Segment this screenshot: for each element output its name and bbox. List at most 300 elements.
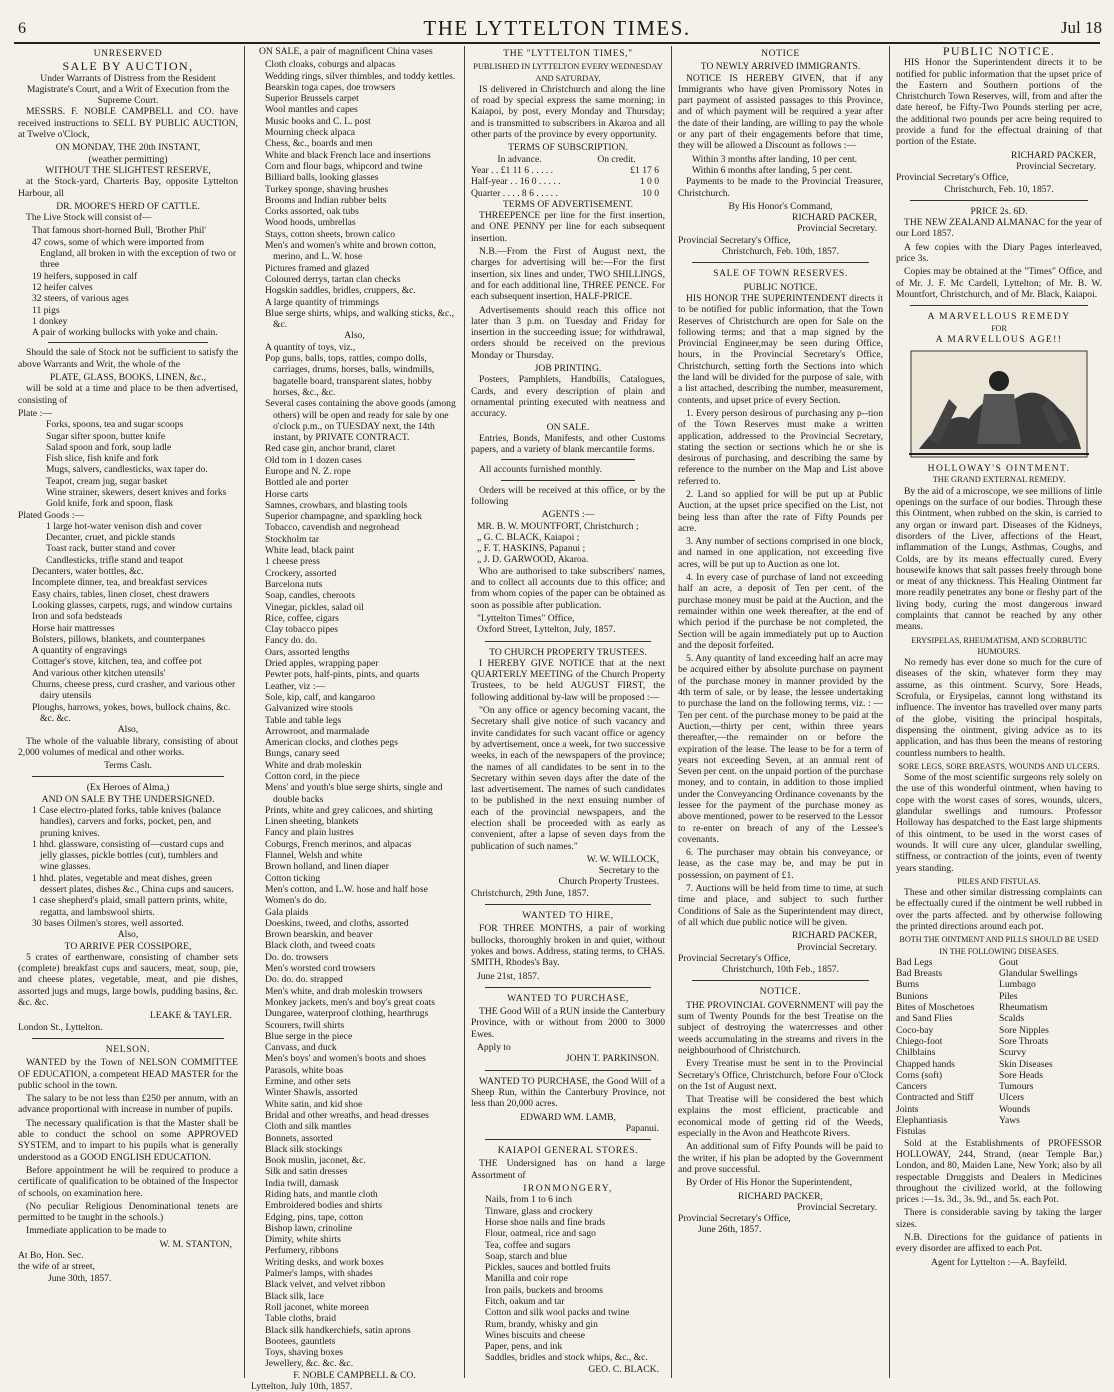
table-cell: Burns [896, 979, 919, 991]
list-item: Ploughs, harrows, yokes, bows, bullock chains, &c. &c. &c. [32, 701, 231, 724]
reserves-term-1: 1. Every person desirous of purchasing any p--tion of the Town Reserves must make a written application, addressed to the Provincial Secretary, stating the section or sections which he or she is desirous of purchasing, and describing the same by reference to the number on the Map and List above referred to. [678, 407, 883, 487]
nelson-intro: WANTED by the Town of NELSON COMMITTEE OF EDUCATION, a competent HEAD MASTER for the public school in the town. [18, 1057, 238, 1091]
list-item: Flannel, Welsh and white [265, 850, 363, 862]
weeds-notice-2: Every Treatise must be sent in to the Provincial Secretary's Office, Christchurch, before Four o'Clock on the 1st of August next. [678, 1058, 883, 1092]
list-item: Wedding rings, silver thimbles, and toddy kettles. [265, 70, 456, 82]
list-item: Fancy do. do. [265, 635, 318, 647]
list-item: White and black French lace and insertions [265, 149, 431, 161]
list-item: Scourers, twill shirts [265, 1019, 345, 1031]
piles-heading: PILES AND FISTULAS. [957, 876, 1041, 886]
weeds-notice-3: That Treatise will be considered the best which explains the most efficient, practicable and economical mode of getting rid of the Weeds, especially in the Avon and Heathcote Rivers. [678, 1094, 883, 1140]
table-cell: Cancers [896, 1081, 927, 1093]
list-item: Leather, viz :— [265, 680, 326, 692]
table-row [896, 1013, 1102, 1024]
list-item: Do. do. trowsers [265, 951, 329, 963]
signature: W. W. WILLOCK, [586, 853, 659, 865]
plate-label: Plate :— [18, 407, 52, 419]
list-item: Black cloth, and tweed coats [265, 940, 376, 952]
list-item: Candlesticks, trifle stand and teapot [46, 554, 184, 566]
list-item: Pictures framed and glazed [265, 262, 370, 274]
list-item: Hogskin saddles, bridles, cruppers, &c. [265, 285, 416, 297]
list-item: Canvass, and duck [265, 1042, 337, 1054]
list-item: Cottager's stove, kitchen, tea, and coffee pot [32, 656, 202, 668]
immigrants-notice: NOTICE IS HEREBY GIVEN, that if any Immigrants who have given Promissory Notes in part payment of assisted passages to this Province, and of which payment will be required a year after the date of their landing, are willing to pay the whole or any part of their engagements before that time, they will be allowed a Discount as follows :— [678, 72, 883, 152]
table-cell: Lumbago [999, 979, 1036, 991]
signature: RICHARD PACKER, [738, 1190, 823, 1202]
table-cell: Ulcers [999, 1092, 1025, 1104]
list-item: Incomplete dinner, tea, and breakfast services [32, 577, 208, 589]
nelson-apply: Immediate application to be made to [26, 1225, 167, 1237]
ointment-subhead: THE GRAND EXTERNAL REMEDY. [932, 475, 1066, 485]
signature-line: Provincial Secretary's Office, [678, 234, 791, 246]
table-cell: Rheumatism [999, 1002, 1048, 1014]
list-item: Horse shoe nails and fine brads [485, 1216, 606, 1228]
erysipelas-heading: ERYSIPELAS, RHEUMATISM, AND SCORBUTIC HUMOURS. [911, 635, 1087, 656]
table-row [471, 176, 665, 187]
table-row [896, 991, 1102, 1002]
signature: F. NOBLE CAMPBELL & CO. [293, 1369, 416, 1381]
list-item: Iron pails, buckets and brooms [485, 1284, 604, 1296]
list-item: 1 case shepherd's plaid, small pattern prints, white, regatta, and lambswool shirts. [32, 895, 228, 918]
list-item: Wine strainer, skewers, desert knives and forks [46, 486, 227, 498]
list-item: Embroidered bodies and shirts [265, 1200, 382, 1212]
table-row [896, 1115, 1102, 1126]
table-cell: Yaws [999, 1115, 1020, 1127]
remedy-age: A MARVELLOUS AGE!! [935, 333, 1063, 345]
table-cell: Glandular Swellings [999, 968, 1078, 980]
table-cell: Contracted and Stiff [896, 1092, 974, 1104]
list-item: Men's boys' and women's boots and shoes [265, 1053, 426, 1065]
table-cell: Joints [896, 1103, 919, 1115]
times-subhead: PUBLISHED IN LYTTELTON EVERY WEDNESDAY AND SATURDAY, [473, 62, 663, 83]
list-item: Rice, coffee, cigars [265, 612, 339, 624]
list-item: That famous short-horned Bull, 'Brother Phil' [32, 225, 206, 237]
orders-text: Orders will be received at this office, or by the following [471, 484, 665, 507]
signature-line: Provincial Secretary. [797, 1201, 877, 1213]
table-cell: Elephantiasis [896, 1115, 948, 1127]
list-item: Gold knife, fork and spoon, flask [46, 498, 174, 510]
table-cell: Sore Throats [999, 1035, 1049, 1047]
list-item: Galvanized wire stools [265, 703, 353, 715]
job-printing-heading: JOB PRINTING. [534, 363, 602, 375]
list-item: 32 steers, of various ages [32, 293, 129, 305]
list-item: Rum, brandy, whisky and gin [485, 1318, 598, 1330]
auction-heading: UNRESERVED [93, 48, 163, 59]
list-item: Several cases containing the above goods (among others) will be open and ready for sale by one o'clock p.m., on TUESDAY next, the 14th instant, by PRIVATE CONTRACT. [265, 398, 456, 444]
signature-date: Christchurch, 10th Feb., 1857. [722, 964, 839, 976]
table-cell: Quarter . . . . 8 6 . . . . . [471, 187, 558, 199]
agent-item: MR. B. W. MOUNTFORT, Christchurch ; [477, 520, 639, 532]
divider [48, 342, 208, 343]
divider [910, 200, 1088, 201]
list-item: Europe and N. Z. rope [265, 465, 351, 477]
table-cell: Scurvy [999, 1047, 1027, 1059]
list-item: Black silk, lace [265, 1290, 324, 1302]
sore-legs-text: Some of the most scientific surgeons rely solely on the use of this wonderful ointment, when having to cope with the worst cases of sores, wounds, ulcers, glandular swellings and tumours. Professor Holloway has despatched to the East large shipments of this ointment, to be used in the worst cases of wounds. It will cure any ulcer, glandular swelling, stiffness, or contraction of the joints, even of twenty years standing. [896, 772, 1102, 874]
list-item: Jewellery, &c. &c. &c. [265, 1358, 354, 1370]
accounts-text: All accounts furnished monthly. [479, 464, 603, 476]
list-item: American clocks, and clothes pegs [265, 737, 398, 749]
list-item: Tobacco, cavendish and negrohead [265, 522, 400, 534]
list-item: Prints, white and grey calicoes, and shirting [265, 804, 433, 816]
remedy-for: FOR [991, 323, 1007, 333]
list-item: Vinegar, pickles, salad oil [265, 601, 364, 613]
list-item: Horse carts [265, 488, 309, 500]
table-row [896, 1070, 1102, 1081]
table-row [896, 1047, 1102, 1058]
almanac-title: THE NEW ZEALAND ALMANAC for the year of our Lord 1857. [896, 217, 1102, 240]
undersigned-heading: AND ON SALE BY THE UNDERSIGNED. [41, 793, 215, 805]
reserves-term-4: 4. In every case of purchase of land not exceeding half an acre, a deposit of Ten per cent. of the purchase money must be paid at the Auction, and the remainder within one week thereafter, at the end of which period if the purchase be not completed, the Section will be again immediately put up to Auction and the deposit forfeited. [678, 572, 883, 651]
reserves-term-6: 6. The purchaser may obtain his conveyance, or lease, as the case may be, and may be put in possession, on payment of £1. [678, 847, 883, 881]
list-item: Riding hats, and mantle cloth [265, 1188, 378, 1200]
table-cell: Bad Legs [896, 956, 933, 968]
times-heading: THE "LYTTELTON TIMES," [503, 48, 633, 59]
list-item: Cotton and silk wool packs and twine [485, 1307, 630, 1319]
list-item: Corks assorted, oak tubs [265, 206, 359, 218]
list-item: Wood hoods, umbrellas [265, 217, 356, 229]
signature: JOHN T. PARKINSON. [565, 1053, 659, 1065]
column-5 [892, 46, 1106, 1384]
list-item: A quantity of toys, viz., [265, 341, 356, 353]
list-item: White and drab moleskin [265, 759, 362, 771]
almanac-diary: A few copies with the Diary Pages interleaved, price 3s. [896, 241, 1102, 265]
list-item: Mugs, salvers, candlesticks, wax taper do. [46, 464, 208, 476]
erysipelas-text: No remedy has ever done so much for the cure of diseases of the skin, whatever form they may assume, as this ointment. Scurvy, Sore Heads, Scrofula, or Erysipelas, cannot long withstand its influence. The inventor has travelled over many parts of the globe, visiting the principal hospitals, dispensing the ointment, giving advice as to its application, and has thus been the means of restoring countless numbers to health. [896, 657, 1102, 759]
list-item: Silk and satin dresses [265, 1166, 348, 1178]
list-item: 19 heifers, supposed in calf [32, 270, 138, 282]
list-item: Stockholm tar [265, 533, 320, 545]
auction-heading-2: SALE BY AUCTION, [62, 59, 194, 74]
list-item: Book muslin, jaconet, &c. [265, 1155, 366, 1167]
reserves-term-7: 7. Auctions will be held from time to time, at such time and place, and subject to such further Conditions of Sale as the Superintendent may direct, of all which due public notice will be given. [678, 883, 883, 928]
table-cell: Bunions [896, 990, 928, 1002]
list-item: 11 pigs [32, 304, 60, 316]
reserves-term-3: 3. Any number of sections comprised in one block, and named in one application, not exceeding five acres, will be put up to Auction as one lot. [678, 536, 883, 570]
nelson-qualification: The necessary qualification is that the Master shall be able to conduct the school on some APPROVED SYSTEM, and to impart to his pupils what is generally understood as a GOOD ENGLISH EDUCATION. [18, 1117, 238, 1163]
list-item: Perfumery, ribbons [265, 1245, 339, 1257]
list-item: Churns, cheese press, curd crasher, and various other dairy utensils [32, 679, 236, 702]
discount-item: Within 6 months after landing, 5 per cent. [692, 164, 853, 176]
list-item: Cotton cord, in the piece [265, 771, 360, 782]
town-reserves-subhead: PUBLIC NOTICE. [743, 281, 818, 293]
list-item: Dimity, white shirts [265, 1234, 341, 1246]
table-cell: Chilblains [896, 1047, 936, 1059]
table-cell: Gout [999, 956, 1019, 968]
signature-line: Provincial Secretary's Office, [678, 1213, 791, 1225]
agent-item: „ J. D. GARWOOD, Akaroa. [477, 554, 589, 566]
signature-line: Provincial Secretary's Office, [678, 952, 791, 964]
table-cell: £1 17 6 [630, 164, 659, 176]
table-cell: and Sand Flies [896, 1013, 953, 1025]
list-item: Clay tobacco pipes [265, 624, 338, 636]
masthead [0, 0, 1114, 40]
divider [32, 1038, 224, 1039]
signature-date: Lyttelton, July 10th, 1857. [251, 1381, 353, 1392]
list-item: Brown bearskin, and beaver [265, 929, 373, 941]
list-item: Winter Shawls, assorted [265, 1087, 358, 1099]
times-delivery: IS delivered in Christchurch and along the line of road by special express the same morning; in Kaiapoi, by post, every Monday and Thursday; and is transmitted to subscribers in Akaroa and all other parts of the province by every opportunity. [471, 83, 665, 141]
list-item: Arrowroot, and marmalade [265, 725, 370, 737]
goods-list-2 [251, 342, 458, 1370]
list-item: Fitch, oakum and tar [485, 1295, 565, 1307]
auction-date: ON MONDAY, THE 20th INSTANT, [55, 142, 201, 154]
ex-heroes: (Ex Heroes of Alma,) [86, 782, 170, 794]
on-sale-text: Entries, Bonds, Manifests, and other Customs papers, and a variety of blank mercantile forms. [471, 432, 665, 456]
list-item: Billiard balls, looking glasses [265, 172, 379, 184]
table-cell: Chapped hands [896, 1058, 955, 1070]
list-item: Corn and flour bags, whipcord and twine [265, 160, 423, 172]
table-cell: Sore Heads [999, 1069, 1043, 1081]
notice-subhead: TO NEWLY ARRIVED IMMIGRANTS. [700, 61, 861, 73]
list-item: Flour, oatmeal, rice and sago [485, 1228, 596, 1240]
list-item: Pickles, sauces and bottled fruits [485, 1262, 611, 1274]
also-label: Also, [117, 724, 139, 736]
divider [485, 641, 651, 642]
holloway-illustration-icon [909, 349, 1089, 459]
table-row [471, 188, 665, 199]
list-item: Men's and women's white and brown cotton, merino, and L. W. hose [265, 240, 437, 263]
nelson-heading: NELSON. [105, 1043, 151, 1055]
list-item: Men's worsted cord trowsers [265, 963, 376, 975]
list-item: 30 bases Oilmen's stores, well assorted. [32, 917, 184, 929]
list-item: A large quantity of trimmings [265, 296, 379, 308]
divider [501, 459, 635, 460]
column-rule [244, 46, 245, 1378]
plated-label: Plated Goods :— [18, 509, 85, 521]
list-item: Bootees, gauntlets [265, 1335, 336, 1347]
auction-intro: MESSRS. F. NOBLE CAMPBELL and CO. have received instructions to SELL BY PUBLIC AUCTION, at Twelve o'Clock, [18, 106, 238, 141]
list-item: Men's cotton, and L.W. hose and half hose [265, 883, 428, 895]
table-row [896, 1092, 1102, 1103]
table-row [896, 1104, 1102, 1115]
purchase-heading: WANTED TO PURCHASE, [507, 992, 629, 1004]
almanac-price: PRICE 2s. 6D. [970, 205, 1028, 217]
goods-list [251, 59, 458, 330]
reserves-term-2: 2. Land so applied for will be put up at Public Auction, at the upset price specified on the List, not being less than after the rate of Fifty Pounds per acre. [678, 488, 883, 534]
list-item: Cloth cloaks, coburgs and alpacas [265, 59, 396, 71]
list-item: Mourning check alpaca [265, 127, 356, 139]
signature-date: Christchurch, Feb. 10th, 1857. [722, 246, 839, 258]
auction-subhead: Under Warrants of Distress from the Resident Magistrate's Court, and a Writ of Execution from the Supreme Court. [26, 72, 230, 107]
list-item: Barcelona nuts [265, 578, 323, 590]
signature-address: London St., Lyttelton. [18, 1021, 103, 1033]
table-row [896, 1025, 1102, 1036]
signature-line: Secretary to the [598, 865, 659, 877]
list-item: Table cloths, braid [265, 1313, 336, 1325]
list-item: Bonnets, assorted [265, 1132, 333, 1144]
ointment-text: By the aid of a microscope, we see millions of little openings on the surface of our bodies. Through these this Ointment, when rubbed on the skin, is carried to any organ or inward part. Diseases of the Kidneys, disorders of the Liver, affections of the Heart, inflammation of the Lungs, Asthmas, Coughs, and Colds, are by its means effectually cured. Every housewife knows that salt passes freely through bone or meat of any thickness. This Healing Ointment far more readily penetrates any bone or fleshy part of the living body, curing the most dangerous inward complaints that cannot be reached by any other means. [896, 485, 1102, 633]
table-cell: Skin Diseases [999, 1058, 1053, 1070]
divider [32, 776, 224, 777]
list-item: Cloth and silk mantles [265, 1121, 352, 1133]
list-item: Black velvet, and velvet ribbon [265, 1279, 386, 1291]
remedy-heading: A MARVELLOUS REMEDY [927, 311, 1071, 323]
list-item: Decanter, cruet, and pickle stands [46, 532, 176, 544]
issue-date: Jul 18 [1060, 18, 1102, 37]
list-item: White satin, and kid shoe [265, 1098, 363, 1110]
reserves-term-5: 5. Any quantity of land exceeding half an acre may be acquired either by absolute purchase on payment of the purchase money in manner provided by the 4th term of sale, or by lease, the lessee undertaking to purchase the land on the following terms, viz. : —Ten per cent. of the purchase money to be paid at the Auction,—thirty per cent, within three years thereafter,—the remainder on or before the expiration of the lease. The lease to be for a term of years not exceeding Seven, at an annual rent of Seven per cent. on the unpaid portion of the purchase money, and to contain, in addition to those implied under the Conveyancing Ordinance covenants by the lessee for the payment of the purchase money as above mentioned, power to be reserved to the Lessor to re-enter on breach of any of the Lessee's covenants. [678, 653, 883, 845]
list-item: Manilla and coir rope [485, 1273, 568, 1285]
list-item: Chess, &c., boards and men [265, 138, 373, 150]
list-item: Bridal and other wreaths, and head dresses [265, 1109, 429, 1121]
weeds-notice-4: An additional sum of Fifty Pounds will be paid to the writer, if his plan be adopted by the Government and prove successful. [678, 1141, 883, 1175]
discount-item: Within 3 months after landing, 10 per cent. [692, 153, 858, 165]
reserves-intro: HIS HONOR THE SUPERINTENDENT directs it to be notified for public information, that the Town Reserves of Christchurch are open for Sale on the following terms; and that a map signed by the Provincial Engineer,may be seen during Office, hours, in the Provincial Secretary's Office, Christchurch, setting forth the Sections into which the land will be divided for the purpose of sale, with a list attached, describing the number, measurement, contents, and upset price of every Section. [678, 292, 883, 406]
misc-list [18, 566, 238, 724]
list-item: 1 large hot-water venison dish and cover [46, 520, 202, 532]
divider [485, 904, 651, 905]
column-2 [247, 46, 462, 1392]
list-item: Pewter pots, half-pints, pints, and quarts [265, 669, 420, 681]
list-item: Coloured derrys, tartan clan checks [265, 273, 401, 285]
public-notice-heading: PUBLIC NOTICE. [942, 44, 1056, 58]
list-item: Soap, starch and blue [485, 1250, 568, 1262]
signature-line: Provincial Secretary. [797, 223, 877, 235]
list-item: Blue serge in the piece [265, 1030, 353, 1042]
diseases-heading: BOTH THE OINTMENT AND PILLS SHOULD BE USED IN THE FOLLOWING DISEASES. [899, 935, 1099, 956]
column-3 [467, 46, 669, 1384]
list-item: Monkey jackets, men's and boy's great coats [265, 996, 435, 1008]
list-item: Black silk handkerchiefs, satin aprons [265, 1324, 411, 1336]
list-item: Teapot, cream jug, sugar basket [46, 475, 168, 487]
table-cell: Scalds [999, 1013, 1025, 1025]
table-cell: Bad Breasts [896, 968, 943, 980]
column-rule [464, 46, 465, 1378]
signature-line: Provincial Secretary. [1016, 160, 1096, 172]
list-item: Superior Brussels carpet [265, 93, 359, 105]
apply-label: Apply to [477, 1042, 511, 1054]
stock-intro: The Live Stock will consist of— [26, 212, 152, 224]
command-line: By His Honor's Command, [728, 200, 833, 212]
list-item: Bungs, canary seed [265, 748, 340, 760]
column-1 [14, 46, 242, 1384]
agents-text: Who are authorised to take subscribers' names, and to collect all accounts due to this office; and from whom copies of the paper can be obtained as soon as possible after publication. [471, 565, 665, 611]
divider [692, 262, 869, 263]
list-item: Brown holland, and linen diaper [265, 861, 389, 873]
hire-date: June 21st, 1857. [477, 970, 540, 982]
column-header: On credit. [597, 153, 636, 165]
items-list [18, 805, 238, 929]
table-cell: Year . . £1 11 6 . . . . . [471, 164, 554, 176]
list-item: Decanters, water bottles, &c. [32, 566, 144, 578]
list-item: Fancy and plain lustres [265, 827, 354, 839]
divider [485, 987, 651, 988]
list-item: 12 heifer calves [32, 281, 93, 293]
list-item: Do. do. do. strapped [265, 974, 343, 986]
table-row [896, 968, 1102, 979]
list-item: Bearskin toga capes, doe trowsers [265, 81, 396, 93]
list-item: Wool mantles and capes [265, 104, 358, 116]
nelson-tenets: (No peculiar Religious Denominational tenets are permitted to be taught in the schools.) [18, 1200, 238, 1224]
office-line: "Lyttelton Times" Office, [477, 612, 575, 624]
signature: RICHARD PACKER, [792, 930, 877, 942]
purchase-text: THE Good Will of a RUN inside the Canterbury Province, with or without from 2000 to 3000 Ewes. [471, 1006, 665, 1040]
table-row [896, 1081, 1102, 1092]
list-item: Blue serge shirts, whips, and walking sticks, &c., &c. [265, 307, 455, 331]
auction-herd: DR. MOORE'S HERD OF CATTLE. [56, 200, 200, 212]
kaiapoi-list [471, 1194, 665, 1363]
purchase-run-text: WANTED TO PURCHASE, the Good Will of a Sheep Run, within the Canterbury Province, not less than 20,000 acres. [471, 1075, 665, 1110]
advertisement-heading: TERMS OF ADVERTISEMENT. [502, 198, 634, 210]
list-item: Stays, cotton sheets, brown calico [265, 228, 396, 240]
signature-line: Provincial Secretary. [797, 941, 877, 953]
signature-date: Christchurch, Feb. 10, 1857. [944, 183, 1054, 195]
list-item: Samnes, crowbars, and blasting tools [265, 499, 408, 511]
table-cell: Wounds [999, 1103, 1031, 1115]
hire-heading: WANTED TO HIRE, [522, 910, 614, 922]
list-item: Gala plaids [265, 906, 309, 918]
list-item: Edging, pins, tape, cotton [265, 1211, 364, 1223]
list-item: Writing desks, and work boxes [265, 1256, 384, 1268]
church-notice: I HEREBY GIVE NOTICE that at the next QUARTERLY MEETING of the Church Property Trustees, to be held AUGUST FIRST, the following additional by-law will be proposed :— [471, 657, 665, 703]
list-item: Music books and C. L. post [265, 115, 371, 127]
list-item: Linen sheeting, blankets [265, 816, 359, 828]
list-item: 1 donkey [32, 315, 68, 327]
notice-heading: NOTICE [761, 48, 800, 59]
list-item: Cotton ticking [265, 872, 321, 884]
ironmongery-heading: IRONMONGERY, [523, 1183, 613, 1195]
list-item: Bolsters, pillows, blankets, and counterpanes [32, 633, 205, 645]
subscription-heading: TERMS OF SUBSCRIPTION. [508, 142, 628, 154]
list-item: Paper, pens, and ink [485, 1341, 563, 1353]
list-item: Mens' and youth's blue serge shirts, single and double backs [265, 782, 443, 805]
signature-date: Christchurch, 29th June, 1857. [471, 887, 589, 899]
list-item: Iron and sofa bedsteads [32, 611, 123, 623]
earthenware-text: 5 crates of earthenware, consisting of chamber sets (complete) breakfast cups and saucers, meat, soup, pie, and cheese plates, vegetable, meat, and pie dishes, assorted jugs and mugs, large bowls, pudding basins, &c. &c. &c. [18, 951, 238, 1009]
subscription-header-row [471, 154, 665, 165]
table-row [896, 1059, 1102, 1070]
plate-intro: will be sold at a time and place to be then advertised, consisting of [18, 383, 238, 406]
agent-item: „ F. T. HASKINS, Papanui ; [477, 543, 586, 555]
list-item: Looking glasses, carpets, rugs, and window curtains [32, 599, 233, 611]
newspaper-title: THE LYTTELTON TIMES. [423, 16, 691, 40]
ointment-heading: HOLLOWAY'S OINTMENT. [927, 463, 1071, 475]
list-item: A pair of working bullocks with yoke and chain. [32, 327, 218, 339]
list-item: Parasols, white boas [265, 1064, 344, 1076]
kaiapoi-heading: KAIAPOI GENERAL STORES. [497, 1145, 639, 1157]
table-cell: Half-year . . 16 0 . . . . . [471, 176, 561, 188]
table-cell: Tumours [999, 1081, 1034, 1093]
stock-insufficient: Should the sale of Stock not be sufficient to satisfy the above Warrants and Writ, the whole of the [18, 347, 238, 370]
list-item: Ermine, and other sets [265, 1076, 351, 1088]
church-bylaw: "On any office or agency becoming vacant, the Secretary shall give notice of such vacancy and invite candidates for such vacant office or agency by advertisement, once a week, for two successive weeks, in each of the newspapers of the province; the names of all candidates to be sent in to the Secretary within seven days after the date of the last advertisement. The names of such candidates to be published in the next ensuing number of each of the provincial newspapers, and the election shall be proceeded with as early as convenient, after a lapse of seven days from the publication of such names." [471, 705, 665, 852]
list-item: Black silk stockings [265, 1143, 343, 1155]
list-item: Table and table legs [265, 714, 342, 726]
list-item: Women's do do. [265, 895, 327, 907]
list-item: India twill, damask [265, 1177, 339, 1189]
nelson-salary: The salary to be not less than £250 per annum, with an advance proportional with increase in number of pupils. [18, 1093, 238, 1116]
list-item: And various other kitchen utensils' [32, 667, 166, 679]
list-item: Forks, spoons, tea and sugar scoops [46, 419, 184, 431]
list-item: Nails, from 1 to 6 inch [485, 1194, 572, 1206]
payments-text: Payments to be made to the Provincial Treasurer, Christchurch. [678, 176, 883, 199]
list-item: Tea, coffee and sugars [485, 1239, 571, 1251]
column-rule [889, 46, 890, 1378]
weeds-notice-1: THE PROVINCIAL GOVERNMENT will pay the sum of Twenty Pounds for the best Treatise on the subject of destroying the watercresses and other weeds accumulating in the streams and rivers in the neighbourhood of Christchurch. [678, 999, 883, 1056]
on-sale-heading: ON SALE. [546, 421, 590, 433]
nb-text: N.B. Directions for the guidance of patients in every disorder are affixed to each Pot. [896, 1232, 1102, 1255]
table-cell: Corns (soft) [896, 1069, 943, 1081]
agent-line: Agent for Lyttelton :—A. Bayfeild. [931, 1256, 1067, 1268]
list-item: Old tom in 1 dozen cases [265, 454, 362, 466]
list-item: Fish slice, fish knife and fork [46, 453, 159, 465]
agents-heading: AGENTS :— [541, 509, 595, 521]
list-item: Brooms and Indian rubber belts [265, 194, 387, 206]
list-item: 1 hhd. plates, vegetable and meat dishes, green dessert plates, dishes &c., China cups and saucers. [32, 872, 234, 896]
list-item: 1 hhd. glassware, consisting of—custard cups and jelly glasses, pickle bottles (cut), tumblers and wine glasses. [32, 838, 224, 873]
advertisement-nb: N.B.—From the First of August next, the charges for advertising will be:—For the first insertion, six lines and under, TWO SHILLINGS, and for each additional line, THREE PENCE. For each subsequent insertion, HALF-PRICE. [471, 246, 665, 303]
